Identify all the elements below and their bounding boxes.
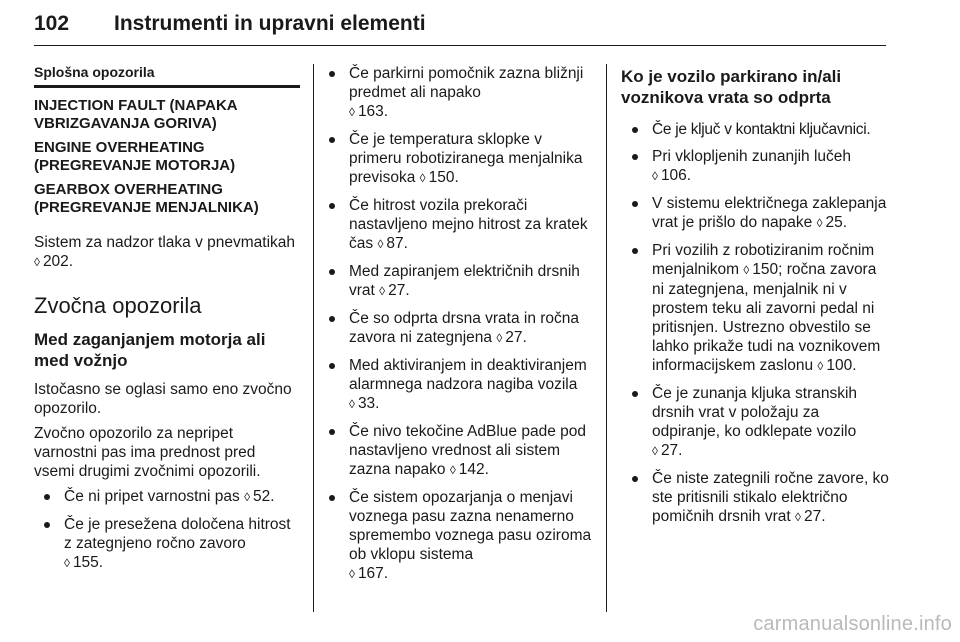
- bullet-icon: [632, 476, 638, 482]
- page-reference-icon: ◊: [652, 169, 658, 183]
- page-reference-icon: ◊: [34, 255, 40, 269]
- list-item: Če je temperatura sklopke v primeru robotiziranega menjalnika previsoka ◊ 150.: [328, 130, 594, 188]
- watermark: carmanualsonline.info: [753, 613, 952, 635]
- page-header: [34, 6, 886, 46]
- page-reference-icon: ◊: [349, 397, 355, 411]
- column-divider: [313, 64, 314, 612]
- page-reference[interactable]: 106.: [660, 167, 692, 184]
- page-reference-icon: ◊: [349, 105, 355, 119]
- page-reference-icon: ◊: [743, 263, 750, 277]
- bullet-list: [328, 64, 594, 584]
- page-number: 102: [34, 12, 70, 35]
- column-2: [328, 64, 594, 592]
- list-item: Med aktiviranjem in deaktiviranjem alarmnega nadzora nagiba vozila ◊ 33.: [328, 356, 594, 414]
- list-item: Če nivo tekočine AdBlue pade pod nastavljeno vrednost ali sistem zazna napako ◊ 142.: [328, 422, 594, 480]
- list-item: Če ni pripet varnostni pas ◊ 52.: [43, 487, 300, 507]
- page-reference-icon: ◊: [652, 444, 658, 458]
- bullet-icon: [329, 71, 335, 77]
- bullet-icon: [329, 363, 335, 369]
- bullet-icon: [329, 495, 335, 501]
- page-reference[interactable]: 163.: [357, 103, 389, 120]
- page-reference-icon: ◊: [244, 490, 251, 504]
- bullet-list: [631, 120, 889, 527]
- warning-message: GEARBOX OVERHEATING (PREGREVANJE MENJALNIKA): [34, 181, 259, 216]
- page-reference[interactable]: 150.: [428, 169, 459, 186]
- page-reference[interactable]: 25.: [825, 214, 848, 231]
- page-reference-icon: ◊: [419, 171, 426, 185]
- page-reference[interactable]: 52.: [253, 488, 275, 505]
- list-item: Če parkirni pomočnik zazna bližnji predmet ali napako ◊ 163.: [328, 64, 594, 122]
- bullet-icon: [329, 137, 335, 143]
- bullet-list: [43, 487, 300, 573]
- list-item: Če sistem opozarjanja o menjavi voznega pasu zazna nenamerno spremembo voznega pasu oziroma ob vklopu sistema ◊ 167.: [328, 488, 594, 584]
- bullet-icon: [44, 494, 50, 500]
- page-reference-icon: ◊: [377, 237, 384, 251]
- list-item: Če so odprta drsna vrata in ročna zavora ni zategnjena ◊ 27.: [328, 309, 594, 348]
- warning-message: ENGINE OVERHEATING (PREGREVANJE MOTORJA): [34, 139, 236, 174]
- page-reference[interactable]: 87.: [386, 235, 408, 252]
- page-reference[interactable]: 27.: [803, 508, 826, 525]
- column-3: [621, 64, 889, 535]
- bullet-icon: [329, 269, 335, 275]
- list-item: Če je presežena določena hitrost z zategnjeno ročno zavoro ◊ 155.: [43, 515, 300, 573]
- tyre-pressure-text: Sistem za nadzor tlaka v pnevmatikah ◊ 202.: [34, 234, 296, 270]
- page-reference[interactable]: 202.: [42, 253, 74, 270]
- page-reference[interactable]: 167.: [357, 565, 389, 582]
- bullet-icon: [44, 522, 50, 528]
- list-item: Če niste zategnili ročne zavore, ko ste pritisnili stikalo električno pomičnih drsnih vrat ◊ 27.: [631, 469, 889, 527]
- bullet-icon: [632, 127, 638, 133]
- bullet-icon: [632, 248, 638, 254]
- page-reference[interactable]: 142.: [458, 461, 489, 478]
- list-item: Med zapiranjem električnih drsnih vrat ◊ 27.: [328, 262, 594, 301]
- list-item: Če je ključ v kontaktni ključavnici.: [631, 120, 889, 139]
- column-divider: [606, 64, 607, 612]
- running-title: Instrumenti in upravni elementi: [114, 12, 426, 35]
- bullet-icon: [632, 201, 638, 207]
- warning-message: INJECTION FAULT (NAPAKA VBRIZGAVANJA GORIVA): [34, 97, 238, 132]
- page-reference[interactable]: 155.: [72, 554, 104, 571]
- subheading: Med zaganjanjem motorja ali med vožnjo: [34, 330, 266, 370]
- list-item: Če hitrost vozila prekorači nastavljeno mejno hitrost za kratek čas ◊ 87.: [328, 196, 594, 254]
- page-reference[interactable]: 27.: [388, 282, 410, 299]
- bullet-icon: [329, 203, 335, 209]
- page-reference[interactable]: 100.: [826, 357, 857, 374]
- page-reference[interactable]: 27.: [505, 329, 527, 346]
- list-item: Če je zunanja kljuka stranskih drsnih vrat v položaju za odpiranje, ko odklepate vozilo ◊ 27.: [631, 384, 889, 461]
- list-item: V sistemu električnega zaklepanja vrat je prišlo do napake ◊ 25.: [631, 194, 889, 233]
- page-reference-icon: ◊: [817, 359, 824, 373]
- page-reference[interactable]: 27.: [660, 442, 683, 459]
- bullet-icon: [632, 154, 638, 160]
- subheading: Ko je vozilo parkirano in/ali voznikova vrata so odprta: [621, 67, 842, 107]
- section-heading: Zvočna opozorila: [34, 293, 202, 318]
- page-reference-icon: ◊: [379, 284, 386, 298]
- bullet-icon: [329, 429, 335, 435]
- paragraph: Istočasno se oglasi samo eno zvočno opozorilo.: [34, 381, 292, 417]
- page-reference-icon: ◊: [795, 510, 801, 524]
- page-reference-icon: ◊: [449, 463, 456, 477]
- page-reference-icon: ◊: [816, 216, 823, 230]
- list-item: Pri vklopljenih zunanjih lučeh ◊ 106.: [631, 147, 889, 186]
- section-label: Splošna opozorila: [34, 64, 300, 88]
- page-reference-icon: ◊: [64, 556, 70, 570]
- bullet-icon: [329, 316, 335, 322]
- page-reference-icon: ◊: [349, 567, 355, 581]
- paragraph: Zvočno opozorilo za nepripet varnostni pas ima prednost pred vsemi drugimi zvočnimi opozorili.: [34, 425, 261, 480]
- page-reference-icon: ◊: [496, 331, 503, 345]
- list-item: Pri vozilih z robotiziranim ročnim menjalnikom ◊ 150; ročna zavora ni zategnjena, menjalnik ni v prostem teku ali zavorni pedal ni pritisnjen. Ustrezno obvestilo se lahko prikaže tudi na voznikovem informacijskem zaslonu ◊ 100.: [631, 241, 889, 376]
- column-1: [34, 64, 300, 581]
- bullet-icon: [632, 391, 638, 397]
- page-reference[interactable]: 33.: [357, 395, 380, 412]
